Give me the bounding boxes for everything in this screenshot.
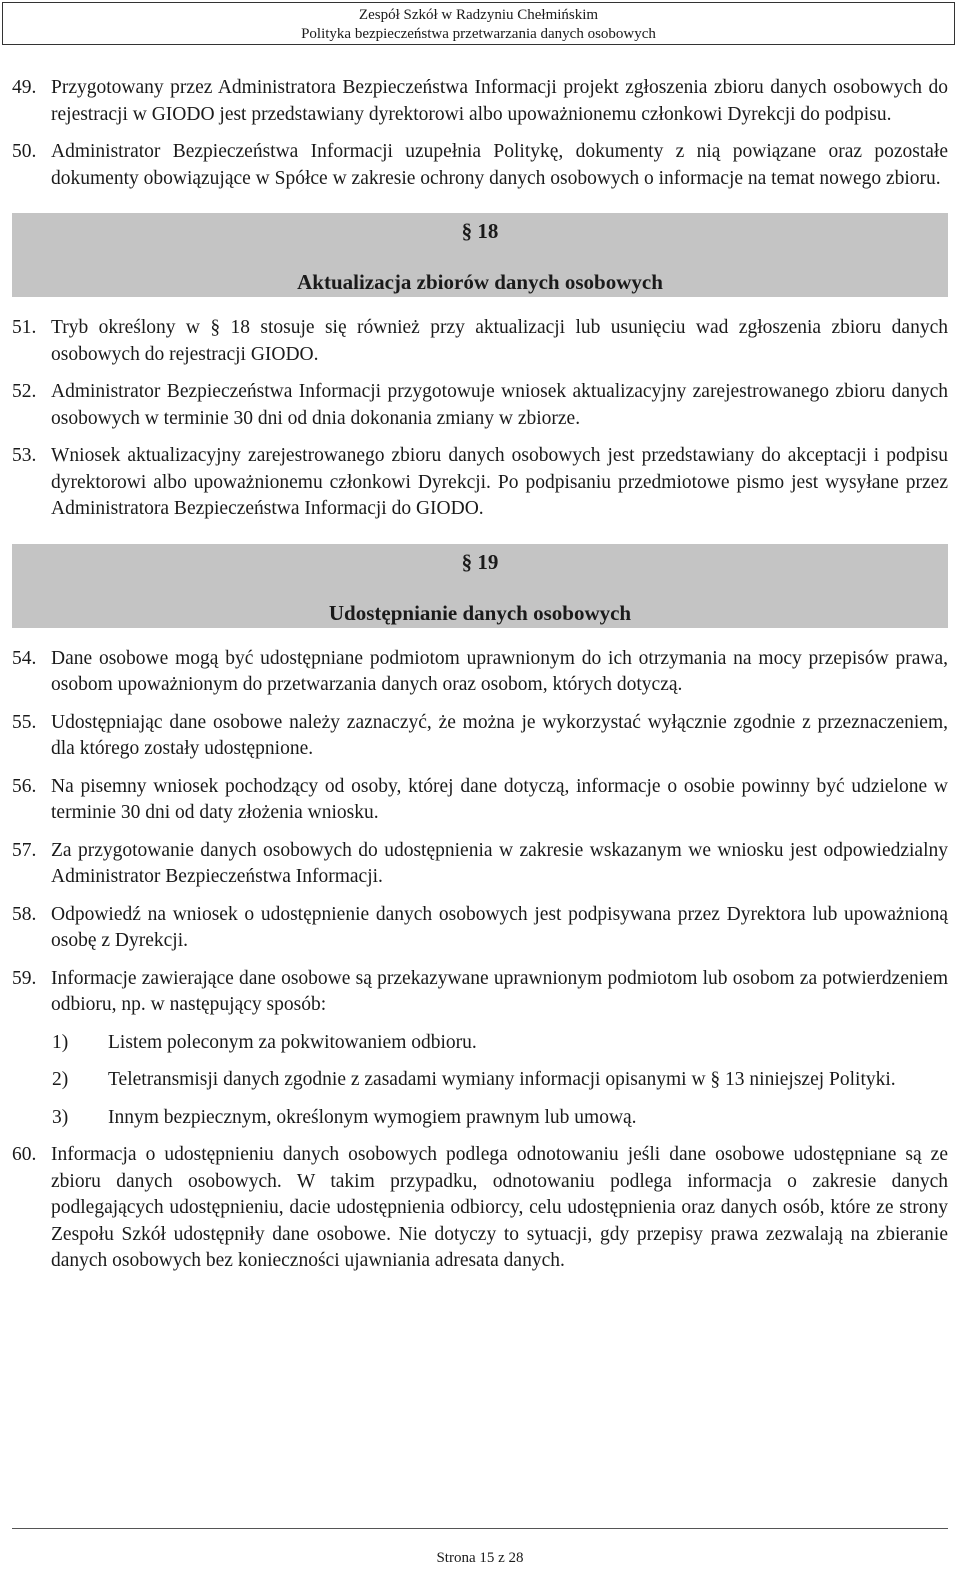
paragraph-text: Informacje zawierające dane osobowe są przekazywane uprawnionym podmiotom lub osobom za potwierdzeniem odbioru, np. w następujący sposób: — [51, 967, 948, 1015]
paragraph-number: 49. — [12, 77, 37, 98]
paragraph-text: Przygotowany przez Administratora Bezpieczeństwa Informacji projekt zgłoszenia zbioru danych osobowych do rejestracji w GIODO jest przedstawiany dyrektorowi albo upoważnionemu członkowi Dyrekcji do podpisu. — [51, 77, 948, 125]
paragraph-number: 54. — [12, 647, 37, 669]
paragraph-number: 57. — [12, 839, 37, 861]
delivery-methods-list — [12, 1030, 948, 1132]
paragraph-number: 56. — [12, 775, 37, 797]
section-18-heading — [12, 213, 948, 297]
section-19-heading — [12, 544, 948, 628]
paragraph-57 — [12, 838, 948, 891]
header-school-name: Zespół Szkół w Radzyniu Chełmińskim — [358, 7, 599, 23]
paragraph-55 — [12, 710, 948, 763]
paragraph-number: 58. — [12, 903, 37, 925]
list-item-text: Teletransmisji danych zgodnie z zasadami wymiany informacji opisanymi w § 13 niniejszej Polityki. — [108, 1069, 896, 1090]
paragraph-number: 50. — [12, 141, 37, 162]
list-item — [12, 1067, 948, 1094]
footer-divider — [12, 1528, 948, 1529]
paragraph-text: Udostępniając dane osobowe należy zaznaczyć, że można je wykorzystać wyłącznie zgodnie z przeznaczeniem, dla którego zostały udostępnione. — [51, 711, 948, 759]
paragraph-49 — [12, 75, 948, 128]
paragraph-54 — [12, 646, 948, 699]
paragraph-text: Za przygotowanie danych osobowych do udostępnienia w zakresie wskazanym we wniosku jest odpowiedzialny Administrator Bezpieczeństwa Informacji. — [51, 839, 948, 887]
paragraph-56 — [12, 774, 948, 827]
section-title: Aktualizacja zbiorów danych osobowych — [297, 270, 663, 294]
paragraph-text: Odpowiedź na wniosek o udostępnienie danych osobowych jest podpisywana przez Dyrektora lub upoważnioną osobę z Dyrekcji. — [51, 903, 948, 951]
header-document-title: Polityka bezpieczeństwa przetwarzania danych osobowych — [301, 26, 656, 42]
paragraph-59 — [12, 966, 948, 1019]
paragraph-number: 51. — [12, 317, 37, 338]
paragraph-number: 52. — [12, 381, 37, 402]
paragraph-50 — [12, 139, 948, 192]
paragraph-text: Administrator Bezpieczeństwa Informacji przygotowuje wniosek aktualizacyjny zarejestrowanego zbioru danych osobowych w terminie 30 dni od dnia dokonania zmiany w zbiorze. — [51, 381, 948, 429]
paragraph-number: 53. — [12, 445, 37, 466]
section-number: § 19 — [461, 549, 499, 574]
list-item-text: Innym bezpiecznym, określonym wymogiem prawnym lub umową. — [108, 1106, 637, 1128]
paragraph-number: 59. — [12, 967, 37, 989]
paragraph-60 — [12, 1142, 948, 1275]
paragraph-52 — [12, 379, 948, 432]
document-header — [2, 2, 955, 45]
paragraph-text: Tryb określony w § 18 stosuje się również przy aktualizacji lub usunięciu wad zgłoszenia zbioru danych osobowych do rejestracji GIODO. — [51, 317, 948, 365]
list-item — [12, 1030, 948, 1057]
paragraph-text: Wniosek aktualizacyjny zarejestrowanego zbioru danych osobowych jest przedstawiany do akceptacji i podpisu dyrektorowi albo upoważnionemu członkowi Dyrekcji. Po podpisaniu przedmiotowe pismo jest wysyłane przez Administratora Bezpieczeństwa Informacji do GIODO. — [51, 445, 948, 519]
section-number: § 18 — [461, 219, 499, 243]
paragraph-number: 55. — [12, 711, 37, 733]
list-item-number: 2) — [52, 1069, 69, 1090]
page-number: Strona 15 z 28 — [436, 1550, 524, 1566]
paragraph-53 — [12, 443, 948, 523]
paragraph-text: Na pisemny wniosek pochodzący od osoby, której dane dotyczą, informacje o osobie powinny być udzielone w terminie 30 dni od daty złożenia wniosku. — [51, 775, 948, 823]
paragraph-text: Dane osobowe mogą być udostępniane podmiotom uprawnionym do ich otrzymania na mocy przepisów prawa, osobom upoważnionym do przetwarzania danych oraz osobom, których dotyczą. — [51, 647, 948, 695]
section-title: Udostępnianie danych osobowych — [328, 600, 632, 625]
document-body — [12, 75, 948, 1286]
paragraph-number: 60. — [12, 1144, 37, 1165]
paragraph-58 — [12, 902, 948, 955]
paragraph-text: Administrator Bezpieczeństwa Informacji uzupełnia Politykę, dokumenty z nią powiązane oraz pozostałe dokumenty obowiązujące w Spółce w zakresie ochrony danych osobowych o informacje na temat nowego zbioru. — [51, 141, 948, 189]
list-item-text: Listem poleconym za pokwitowaniem odbioru. — [108, 1031, 477, 1053]
paragraph-51 — [12, 315, 948, 368]
list-item — [12, 1105, 948, 1132]
list-item-number: 1) — [52, 1031, 69, 1053]
paragraph-text: Informacja o udostępnieniu danych osobowych podlega odnotowaniu jeśli dane osobowe udostępniane są ze zbioru danych osobowych. W takim przypadku, odnotowaniu podlega informacja o zakresie danych podlegających udostępnieniu, dacie udostępnienia odbiorcy, celu udostępnienia oraz danych osób, które ze strony Zespołu Szkół udostępniły dane osobowe. Nie dotyczy to sytuacji, gdy przepisy prawa zezwalają na zbieranie danych osobowych bez konieczności ujawniania adresata danych. — [51, 1144, 948, 1271]
list-item-number: 3) — [52, 1106, 69, 1128]
